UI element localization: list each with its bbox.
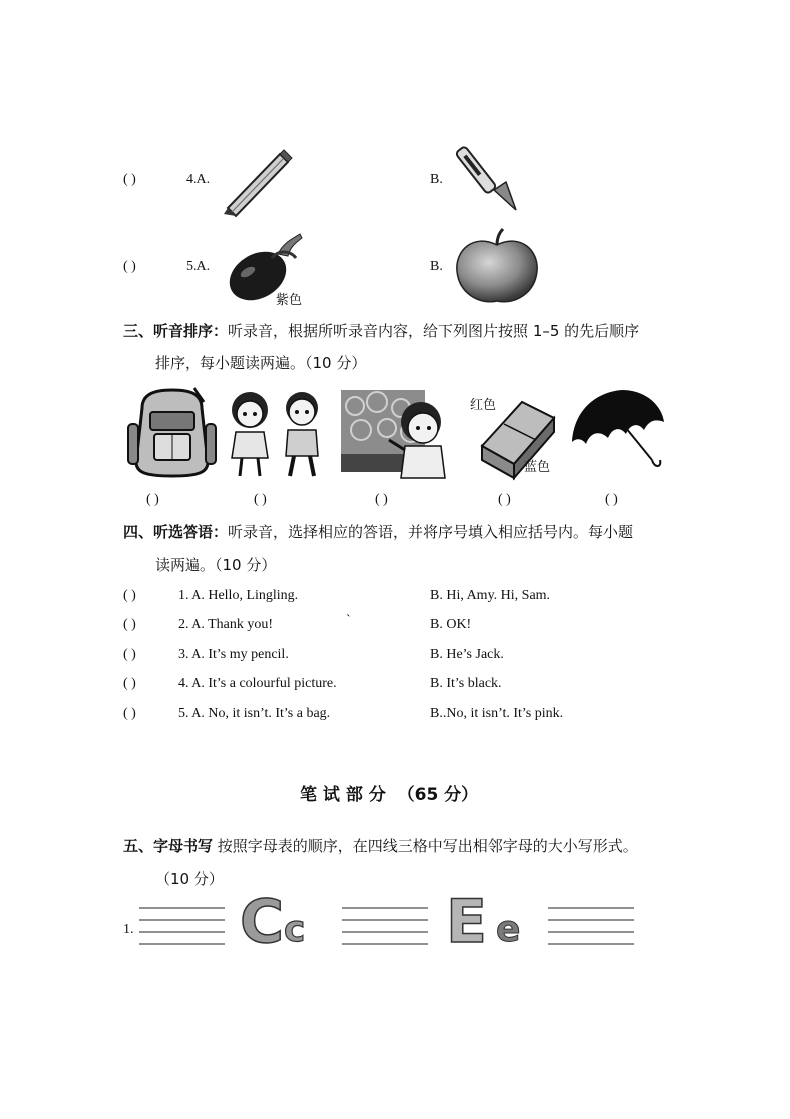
section3-title: 听音排序 [153,322,214,340]
q5-answer-blank[interactable]: ( ) [123,259,136,274]
letter-c-lower: c [284,909,306,950]
q3-answer-blank[interactable]: ( ) [123,647,136,662]
section4-heading [123,521,633,542]
section5-title: 字母书写 [153,837,214,855]
section5-number: 五、 [123,837,154,855]
q2-option-b: B. OK! [430,617,472,632]
q3-option-b: B. He’s Jack. [430,647,504,662]
section4-instruction-2: 读两遍。（10 分） [155,556,277,574]
section4-colon: ： [213,523,229,541]
q4-listen-option-b: B. It’s black. [430,676,502,691]
sort-blank-2[interactable]: ( ) [254,492,267,507]
sort-blank-4[interactable]: ( ) [498,492,511,507]
q1-answer-blank[interactable]: ( ) [123,588,136,603]
section5-instruction-2: （10 分） [155,870,224,888]
sort-blank-5[interactable]: ( ) [605,492,618,507]
four-line-grid-1[interactable] [139,906,225,946]
letter-card-c [240,887,320,957]
pencil-icon [222,148,292,216]
q5-option-b: B. [430,259,443,274]
section5-instruction-1: 按照字母表的顺序，在四线三格中写出相邻字母的大小写形式。 [213,837,638,855]
q4-answer-blank[interactable]: ( ) [123,172,136,187]
stray-mark: ` [346,613,351,628]
eraser-color-note-top: 红色 [470,398,497,413]
sort-blank-3[interactable]: ( ) [375,492,388,507]
umbrella-icon [568,388,664,472]
fountain-pen-icon [456,146,520,214]
written-part-score: （65 分） [397,785,479,805]
q2-answer-blank[interactable]: ( ) [123,617,136,632]
section3-number: 三、 [123,322,154,340]
four-line-grid-3[interactable] [548,906,634,946]
q3-option-a: 3. A. It’s my pencil. [178,647,289,662]
section3-colon: ： [213,322,229,340]
q5-listen-option-a: 5. A. No, it isn’t. It’s a bag. [178,706,331,721]
written-part-title [300,780,478,805]
building-girl-icon [341,384,449,478]
written-part-label: 笔 试 部 分 [300,785,386,805]
section3-heading [123,320,639,341]
q4-option-b: B. [430,172,443,187]
section3-instruction-2: 排序，每小题读两遍。（10 分） [155,354,367,372]
q4-number: 4.A. [186,172,211,187]
section4-number: 四、 [123,523,154,541]
sort-blank-1[interactable]: ( ) [146,492,159,507]
letter-e-lower: e [496,909,521,950]
section4-title: 听选答语 [153,523,214,541]
section5-heading [123,835,638,856]
q1-option-a: 1. A. Hello, Lingling. [178,588,299,603]
backpack-icon [124,384,220,480]
eggplant-color-note: 紫色 [276,293,303,308]
q5-listen-option-b: B..No, it isn’t. It’s pink. [430,706,564,721]
section4-instruction-1: 听录音，选择相应的答语，并将序号填入相应括号内。每小题 [228,523,634,541]
q4-listen-option-a: 4. A. It’s a colourful picture. [178,676,337,691]
four-line-grid-2[interactable] [342,906,428,946]
apple-icon [455,229,539,305]
letter-e-upper: E [446,887,487,957]
letter-card-e [446,887,532,957]
eraser-color-note-bottom: 蓝色 [524,460,551,475]
q4-listen-answer-blank[interactable]: ( ) [123,676,136,691]
q5-number: 5.A. [186,259,211,274]
item-1-number: 1. [123,922,134,937]
q5-listen-answer-blank[interactable]: ( ) [123,706,136,721]
q1-option-b: B. Hi, Amy. Hi, Sam. [430,588,551,603]
letter-c-upper: C [240,887,285,957]
section3-instruction-1: 听录音，根据所听录音内容，给下列图片按照 1–5 的先后顺序 [228,322,640,340]
q2-option-a: 2. A. Thank you! [178,617,274,632]
two-children-icon [224,384,328,480]
